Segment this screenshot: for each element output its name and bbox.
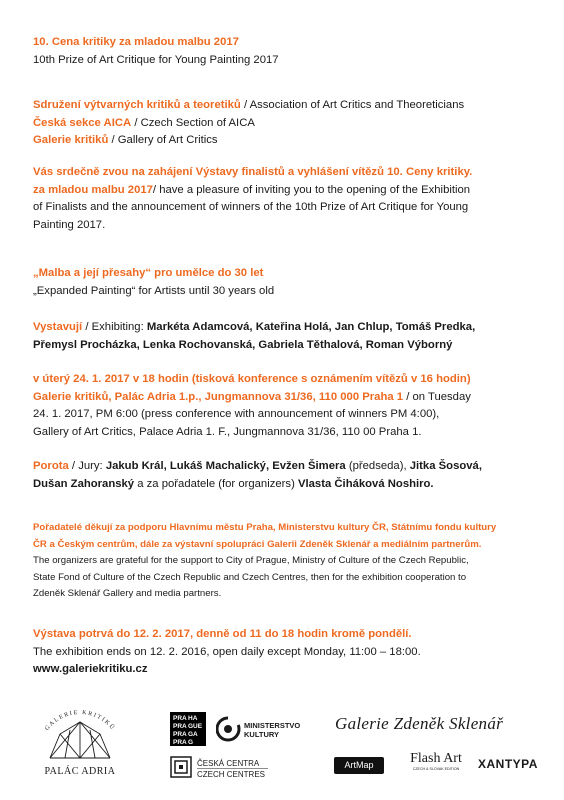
jury-names-1b: Jitka Šosová,: [409, 460, 482, 472]
praha-syllable: HA: [188, 715, 198, 722]
praha-syllable: PRA: [173, 715, 187, 722]
invite-cz-line-2: za mladou malbu 2017: [33, 183, 153, 196]
when-cz-line-2: Galerie kritiků, Palác Adria 1.p., Jungmannova 31/36, 110 000 Praha 1: [33, 390, 404, 403]
exhibiting-names-1: Markéta Adamcová, Kateřina Holá, Jan Chlup, Tomáš Predka,: [146, 321, 476, 333]
when-where-block: [33, 371, 538, 441]
jury-names-2: Dušan Zahoranský: [33, 477, 135, 490]
org-line-1-cz: Sdružení výtvarných kritiků a teoretiků: [33, 99, 241, 111]
czech-centres-line-1: ČESKÁ CENTRA: [197, 759, 260, 768]
jury-block: [33, 458, 538, 493]
when-cz-line-1: v úterý 24. 1. 2017 v 18 hodin (tisková konference s oznámením vítězů v 16 hodin): [33, 373, 471, 385]
invite-en-line-1: / have a pleasure of inviting you to the opening of the Exhibition: [152, 183, 471, 196]
theme-cz: „Malba a její přesahy“ pro umělce do 30 let: [33, 267, 264, 279]
flash-art-name: Flash Art: [410, 751, 462, 766]
when-en-line-2: 24. 1. 2017, PM 6:00 (press conference with announcement of winners PM 4:00),: [33, 408, 440, 421]
thanks-cz-line-1: Pořadatelé děkují za podporu Hlavnímu městu Praha, Ministerstvu kultury ČR, Státnímu fondu kultury: [33, 522, 497, 533]
praha-syllable: PRA: [173, 723, 187, 730]
exhibiting-label-en: / Exhibiting:: [82, 321, 147, 333]
exhibiting-names-2: Přemysl Procházka, Lenka Rochovanská, Gabriela Těthalová, Roman Výborný: [33, 338, 453, 351]
invite-cz-line-1: Vás srdečně zvou na zahájení Výstavy finalistů a vyhlášení vítězů 10. Ceny kritiky.: [33, 166, 473, 178]
closing-block: [33, 626, 538, 679]
thanks-block: [33, 520, 538, 603]
sklenar-gallery-logo: Galerie Zdeněk Sklenář: [335, 714, 504, 733]
praha-syllable: G: [188, 739, 194, 746]
svg-text:GALERIE KRITIKŮ: [44, 710, 117, 732]
when-en-line-1: / on Tuesday: [403, 390, 471, 403]
invitation-block: [33, 164, 538, 234]
website-link[interactable]: www.galeriekritiku.cz: [33, 663, 148, 676]
thanks-en-line-3: Zdeněk Sklenář Gallery and media partners.: [33, 588, 222, 600]
jury-organizer-name: Vlasta Čiháková Noshiro.: [297, 477, 434, 490]
praha-logo: [170, 712, 206, 746]
title-en: 10th Prize of Art Critique for Young Painting 2017: [33, 53, 279, 66]
org-line-3-cz: Galerie kritiků: [33, 134, 109, 147]
invite-en-line-2: of Finalists and the announcement of winners of the 10th Prize of Art Critique for Young: [33, 201, 469, 214]
praha-syllable: PRA: [173, 739, 187, 746]
closing-en: The exhibition ends on 12. 2. 2016, open daily except Monday, 11:00 – 18:00.: [33, 645, 421, 658]
closing-cz: Výstava potrvá do 12. 2. 2017, denně od 11 do 18 hodin kromě pondělí.: [33, 628, 412, 640]
org-line-2-en: / Czech Section of AICA: [131, 116, 255, 129]
when-en-line-3: Gallery of Art Critics, Palace Adria 1. F., Jungmannova 31/36, 110 00 Praha 1.: [33, 425, 422, 438]
czech-centres-line-2: CZECH CENTRES: [197, 770, 266, 779]
adria-name: PALÁC ADRIA: [44, 766, 116, 777]
organizers-block: [33, 97, 538, 150]
ministry-line-1: MINISTERSTVO: [244, 721, 300, 730]
theme-block: [33, 265, 538, 300]
exhibiting-label-cz: Vystavují: [33, 321, 83, 333]
exhibiting-block: [33, 319, 538, 354]
theme-en: „Expanded Painting“ for Artists until 30 years old: [33, 284, 275, 297]
adria-arc-text: GALERIE KRITIKŮ: [44, 709, 116, 732]
flash-art-subtitle: CZECH & SLOVAK EDITION: [412, 767, 460, 771]
org-line-1-en: / Association of Art Critics and Theoreticians: [240, 99, 465, 111]
ministry-of-culture-logo: [216, 713, 300, 745]
praha-syllable: PRA: [173, 731, 187, 738]
jury-for-organizers: a za pořadatele (for organizers): [134, 477, 298, 490]
jury-separator: ,: [403, 460, 410, 472]
jury-label-cz: Porota: [33, 460, 69, 472]
praha-syllable: GUE: [188, 723, 203, 730]
czech-centres-logo: [170, 756, 270, 780]
praha-syllable: GA: [188, 731, 198, 738]
org-line-3-en: / Gallery of Art Critics: [108, 134, 218, 147]
invite-en-line-3: Painting 2017.: [33, 218, 106, 231]
jury-label-en: / Jury:: [68, 460, 106, 472]
flash-art-logo: [405, 751, 467, 772]
artmap-logo: ArtMap: [334, 757, 384, 774]
title-cz: 10. Cena kritiky za mladou malbu 2017: [33, 36, 239, 48]
xantypa-logo: XANTYPA: [478, 757, 538, 771]
title-block: [33, 34, 538, 69]
jury-chair: (předseda): [348, 460, 404, 472]
ministry-line-2: KULTURY: [244, 730, 279, 739]
jury-names-1: Jakub Král, Lukáš Machalický, Evžen Šimera: [105, 460, 349, 472]
org-line-2-cz: Česká sekce AICA: [33, 116, 132, 129]
palac-adria-logo: [30, 702, 130, 780]
thanks-en-line-1: The organizers are grateful for the support to City of Prague, Ministry of Culture of the Czech Republic,: [33, 555, 469, 567]
thanks-cz-line-2: ČR a Českým centrům, dále za výstavní spolupráci Galerii Zdeněk Sklenář a mediálním partnerům.: [33, 538, 482, 550]
thanks-en-line-2: State Fond of Culture of the Czech Republic and Czech Centres, then for the exhibition cooperation to: [33, 571, 467, 583]
